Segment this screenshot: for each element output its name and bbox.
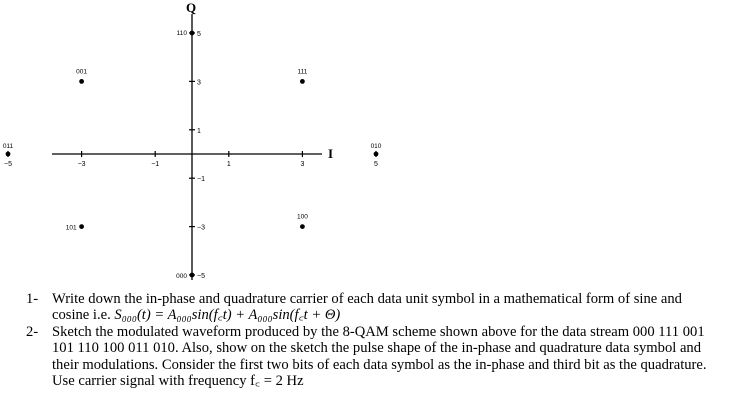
point-code-label: 010 <box>370 143 382 150</box>
constellation-point <box>374 152 379 157</box>
axis-q-label: Q <box>186 0 197 15</box>
point-code-label: 100 <box>296 213 308 221</box>
point-code-label: 110 <box>176 30 187 37</box>
x-tick-label: 5 <box>374 161 378 168</box>
y-tick-label: 1 <box>197 127 201 135</box>
y-tick-label: −1 <box>197 176 205 184</box>
question-formula: S₀₀₀(t) = A₀₀₀sin(f꜀t) + A₀₀₀sin(f꜀t + Θ) <box>114 307 341 324</box>
point-code-label: 111 <box>297 68 308 76</box>
y-tick-label: 3 <box>197 79 201 87</box>
question-number: 1- <box>26 291 39 307</box>
question-1 <box>26 291 721 324</box>
x-tick-label: −3 <box>77 161 86 168</box>
axis-i-label: I <box>328 146 334 161</box>
constellation-point <box>300 224 305 229</box>
y-tick-label: −3 <box>197 224 205 232</box>
point-code-label: 011 <box>2 143 14 150</box>
y-tick-label: −5 <box>197 273 205 280</box>
question-number: 2- <box>26 323 39 340</box>
x-tick-label: −5 <box>4 161 12 168</box>
question-text: Sketch the modulated waveform produced by the 8-QAM scheme shown above for the data stream 000 111 001 101 110 100 011 010. Also, show on the sketch the pulse shape of the in-phase and quadrature data symbol and their modulations. Consider the first two bits of each data symbol as the in-phase and third bit as the quadrature. Use carrier signal with frequency f꜀ = 2 Hz <box>52 323 707 390</box>
constellation-point <box>300 79 305 84</box>
question-text: Write down the in-phase and quadrature carrier of each data unit symbol in a mathematical form of sine and cosine i.e. <box>52 291 682 324</box>
question-list <box>26 291 721 389</box>
constellation-point <box>6 152 11 157</box>
constellation-point <box>79 79 84 84</box>
y-tick-label: 5 <box>197 31 201 38</box>
point-code-label: 101 <box>65 224 77 232</box>
x-tick-label: −1 <box>151 161 160 168</box>
point-code-label: 000 <box>176 273 187 280</box>
constellation-point <box>190 31 195 36</box>
constellation-point <box>79 224 84 229</box>
x-tick-label: 1 <box>226 161 231 168</box>
point-code-label: 001 <box>76 68 88 76</box>
question-2 <box>26 324 721 390</box>
x-tick-label: 3 <box>300 161 305 168</box>
constellation-point <box>190 273 195 278</box>
